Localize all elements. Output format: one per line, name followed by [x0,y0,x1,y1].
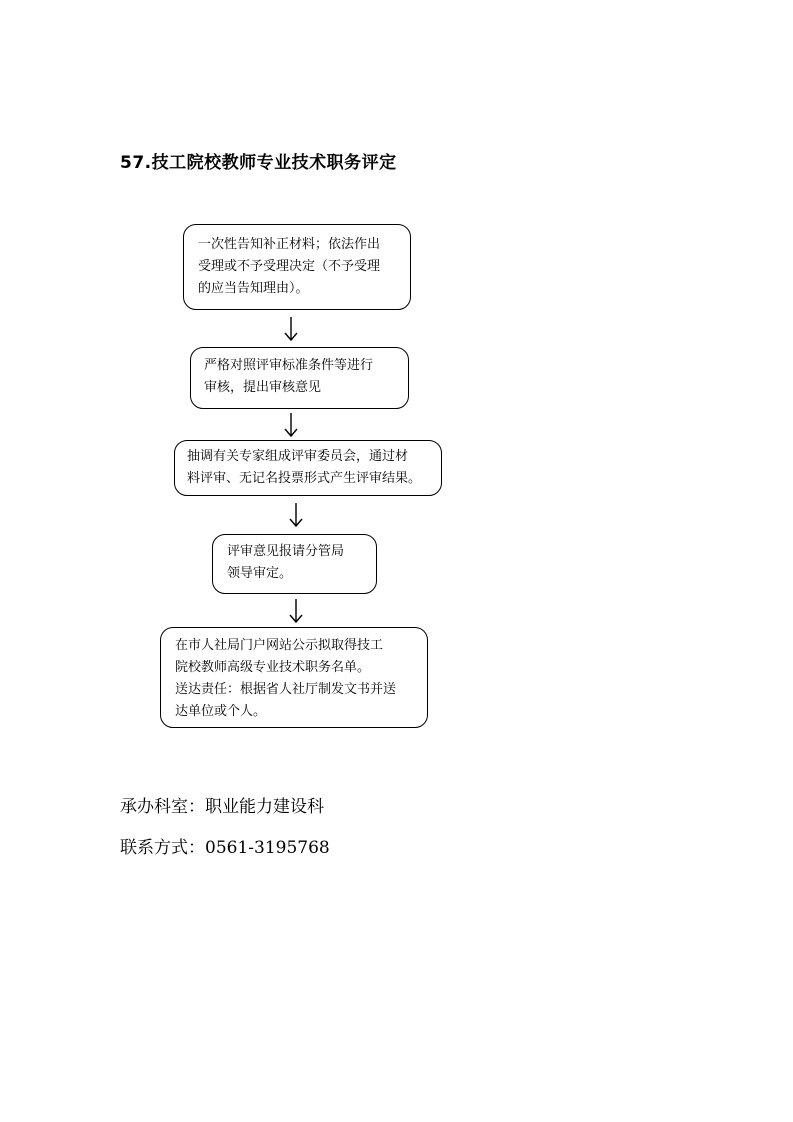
flow-step-1-box [183,224,411,310]
flow-step-5-box [160,627,428,728]
flow-step-2-box [190,347,409,409]
arrow-down-icon [283,316,299,342]
flow-step-1-line-3: 的应当告知理由）。 [198,281,309,296]
flow-step-5-line-1: 在市人社局门户网站公示拟取得技工 [175,638,384,653]
flow-step-3-line-2: 料评审、无记名投票形式产生评审结果。 [187,471,422,486]
flow-step-3-line-1: 抽调有关专家组成评审委员会，通过材 [187,449,409,464]
arrow-down-icon [288,598,304,624]
flow-step-2-line-1: 严格对照评审标准条件等进行 [204,358,374,373]
arrow-down-icon [283,412,299,438]
contact-info: 联系方式：0561-3195768 [120,838,330,858]
flow-step-4-line-2: 领导审定。 [227,566,293,581]
arrow-down-icon [288,502,304,528]
flow-step-1-line-2: 受理或不予受理决定（不予受理 [198,259,381,274]
responsible-department: 承办科室：职业能力建设科 [120,797,324,817]
page-title: 57.技工院校教师专业技术职务评定 [120,153,397,173]
flow-step-2-line-2: 审核，提出审核意见 [204,380,322,395]
flow-step-4-line-1: 评审意见报请分管局 [227,544,345,559]
flow-step-5-line-3: 送达责任：根据省人社厅制发文书并送 [175,682,397,697]
flow-step-1-line-1: 一次性告知补正材料；依法作出 [198,237,381,252]
flow-step-5-line-2: 院校教师高级专业技术职务名单。 [175,660,371,675]
flow-step-4-box [212,534,377,594]
flow-step-5-line-4: 达单位或个人。 [175,704,267,719]
flow-step-3-box [174,440,442,496]
